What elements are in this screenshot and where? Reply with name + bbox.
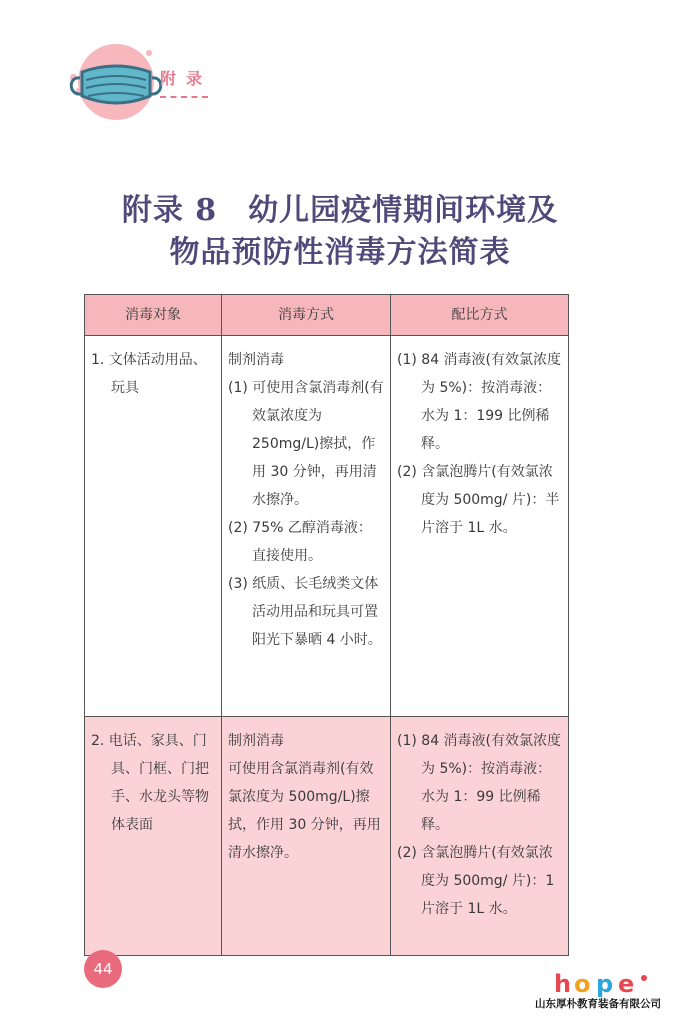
section-label: 附录 [160,69,213,88]
cell-object [85,717,222,956]
header-method: 消毒方式 [222,295,391,336]
disinfection-table [84,294,569,956]
ratio-text: (1) 84 消毒液(有效氯浓度为 5%)：按消毒液：水为 1：99 比例稀释。 [397,733,562,833]
method-text: 可使用含氯消毒剂(有效氯浓度为 500mg/L)擦拭，作用 30 分钟，再用清水擦净。 [228,761,381,861]
section-divider [160,96,208,98]
svg-text:o: o [574,970,591,998]
method-text: 制剂消毒 [228,733,284,749]
company-name: 山东厚朴教育装备有限公司 [535,998,661,1010]
cell-ratio [391,336,569,717]
method-text: (2) 75% 乙醇消毒液：直接使用。 [228,520,372,564]
cell-object [85,336,222,717]
method-text: (1) 可使用含氯消毒剂(有效氯浓度为 250mg/L)擦拭，作用 30 分钟，再用清水擦净。 [228,380,384,508]
ratio-text: (2) 含氯泡腾片(有效氯浓度为 500mg/ 片)：1 片溶于 1L 水。 [397,845,555,917]
ratio-text: (2) 含氯泡腾片(有效氯浓度为 500mg/ 片)：半片溶于 1L 水。 [397,464,560,536]
svg-text:h: h [554,970,572,998]
table-row [85,717,569,956]
table-row [85,336,569,717]
header-object: 消毒对象 [85,295,222,336]
object-text: 1. 文体活动用品、玩具 [91,352,207,396]
hope-logo-icon [552,970,652,998]
object-text: 2. 电话、家具、门具、门框、门把手、水龙头等物体表面 [91,733,209,833]
title-line-1: 附录 8 幼儿园疫情期间环境及 [121,193,559,228]
cell-method [222,717,391,956]
table-header-row [85,295,569,336]
face-mask-icon [66,56,166,112]
method-text: (3) 纸质、长毛绒类文体活动用品和玩具可置阳光下暴晒 4 小时。 [228,576,382,648]
page-number: 44 [84,950,122,988]
cell-ratio [391,717,569,956]
svg-text:p: p [596,970,614,998]
svg-text:e: e [618,970,635,998]
ratio-text: (1) 84 消毒液(有效氯浓度为 5%)：按消毒液：水为 1：199 比例稀释。 [397,352,562,452]
method-text: 制剂消毒 [228,352,284,368]
cell-method [222,336,391,717]
page-title [0,190,680,274]
title-line-2: 物品预防性消毒方法简表 [169,235,511,270]
header-ratio: 配比方式 [391,295,569,336]
